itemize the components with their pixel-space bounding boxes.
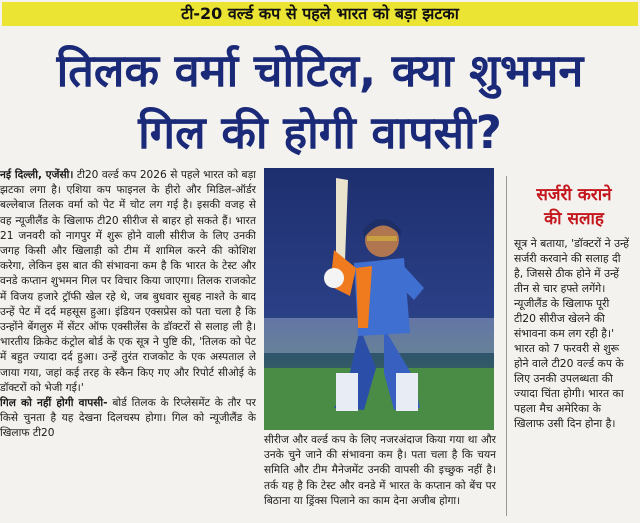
article-para-1 (0, 168, 256, 396)
article-para-3: सीरीज और वर्ल्ड कप के लिए नजरअंदाज किया गया था और उनके चुने जाने की संभावना कम है। पता चला है कि चयन समिति और टीम मैनेजमेंट उनकी वापसी की इच्छुक नहीं है। तर्क यह है कि टेस्ट और वनडे में भारत के कप्तान को बेंच पर बिठाना या ड्रिंक्स पिलाने का काम देना अजीब होगा। (264, 434, 496, 507)
dateline: नई दिल्ली, एजेंसी। (0, 169, 74, 181)
cricketer-illustration (264, 168, 494, 430)
article-column-middle (264, 433, 496, 523)
sidebar-para-2: भारत को 7 फरवरी से शुरू होने वाले टी20 वर्ल्ड कप के लिए उनकी उपलब्धता की ज्यादा चिंता होगी। भारत का पहला मैच अमेरिका के खिलाफ उसी दिन होना है। (514, 342, 624, 430)
headline (0, 40, 640, 164)
headline-line-2: गिल की होगी वापसी? (138, 106, 502, 159)
sidebar-title (510, 183, 638, 231)
column-divider (506, 176, 507, 516)
kicker-banner: टी-20 वर्ल्ड कप से पहले भारत को बड़ा झटका (2, 2, 638, 26)
sidebar-title-line-2: की सलाह (544, 209, 604, 229)
sidebar-title-line-1: सर्जरी कराने (536, 185, 612, 205)
subhead: गिल को नहीं होगी वापसी- (0, 397, 108, 410)
article-column-left (0, 168, 256, 523)
headline-line-1: तिलक वर्मा चोटिल, क्या शुभमन (56, 44, 584, 97)
article-para-2 (0, 396, 256, 442)
article-para-1-text: टी20 वर्ल्ड कप 2026 से पहले भारत को बड़ा झटका लगा है। एशिया कप फाइनल के हीरो और मिडिल-ऑर्डर बल्लेबाज तिलक वर्मा को पेट में चोट लग गई है। इसकी वजह से वह न्यूजीलैंड के खिलाफ टी20 सीरीज से बाहर हो सकते हैं। भारत 21 जनवरी को नागपुर में शुरू होने वाली सीरीज के लिए उनकी जगह किसी और खिलाड़ी को टीम में शामिल करने की कोशिश करेगा, लेकिन इस बात की संभावना कम है कि भारत के टेस्ट और वनडे कप्तान शुभमन गिल पर विचार किया जाएगा। तिलक राजकोट में विजय हजारे ट्रॉफी खेल रहे थे, जब बुधवार सुबह नाश्ते के बाद उन्हें पेट में दर्द महसूस हुआ। इंडियन एक्सप्रेस को पता चला है कि उन्होंने बेंगलुरु में सेंटर ऑफ एक्सीलेंस के डॉक्टरों से सलाह ली है। भारतीय क्रिकेट कंट्रोल बोर्ड के एक सूत्र ने पुष्टि की, 'तिलक को पेट में बहुत ज्यादा दर्द हुआ। उन्हें तुरंत राजकोट के एक अस्पताल ले जाया गया, जहां कई तरह के स्कैन किए गए और रिपोर्ट सीओई के डॉक्टरों को भेजी गई।' (0, 169, 256, 394)
cricketer-photo (264, 168, 494, 430)
article-para-2-text: बोर्ड तिलक के रिप्लेसमेंट के तौर पर किसे चुनता है यह देखना दिलचस्प होगा। गिल को न्यूजीलैंड के खिलाफ टी20 (0, 397, 256, 440)
sidebar-para-1: सूत्र ने बताया, 'डॉक्टरों ने उन्हें सर्जरी करवाने की सलाह दी है, जिससे ठीक होने में उन्हें तीन से चार हफ्ते लगेंगे। न्यूजीलैंड के खिलाफ पूरी टी20 सीरीज खेलने की संभावना कम लग रही है।' (514, 237, 629, 340)
sidebar-column (514, 236, 632, 523)
